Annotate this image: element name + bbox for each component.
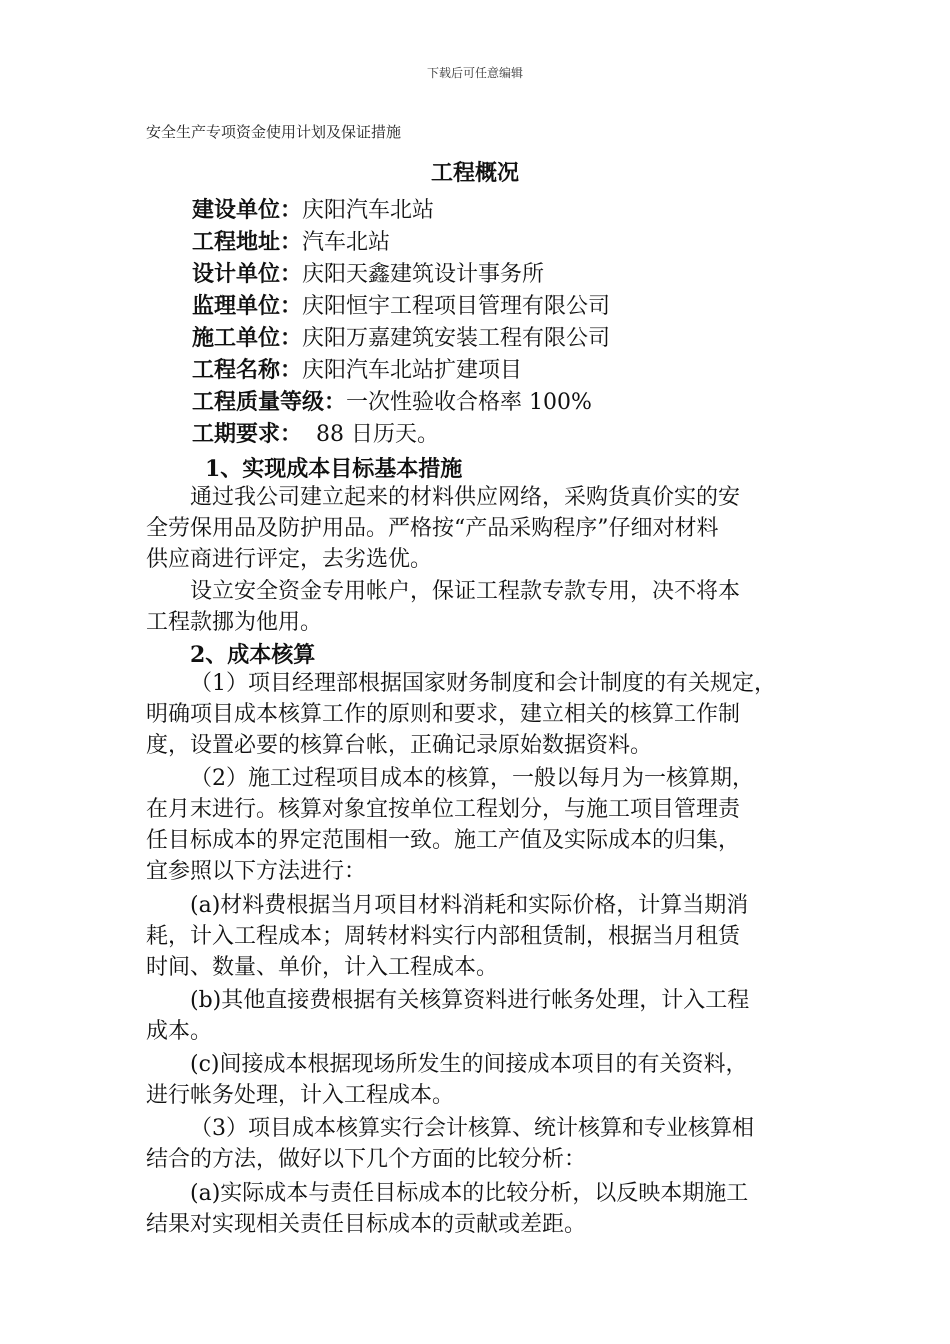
info-key: 工程地址： (192, 229, 303, 255)
info-key: 设计单位： (192, 261, 303, 287)
paragraph-line: (b)其他直接费根据有关核算资料进行帐务处理，计入工程 (190, 988, 750, 1013)
paragraph-line: (a)材料费根据当月项目材料消耗和实际价格，计算当期消 (190, 893, 749, 918)
section-title: 工程概况 (430, 160, 519, 186)
info-value: 庆阳汽车北站扩建项目 (302, 358, 523, 383)
info-row-quality (192, 386, 592, 419)
info-key: 工期要求： (192, 421, 303, 447)
heading-cost-measures: 1、实现成本目标基本措施 (205, 456, 463, 482)
info-value: 88 日历天。 (302, 422, 439, 447)
info-value: 汽车北站 (302, 230, 391, 255)
paragraph-account (146, 576, 826, 638)
paragraph-line: 时间、数量、单价，计入工程成本。 (146, 955, 499, 980)
paragraph-line: 进行帐务处理，计入工程成本。 (146, 1083, 455, 1108)
info-key: 工程质量等级： (192, 389, 347, 415)
paragraph-line: （3）项目成本核算实行会计核算、统计核算和专业核算相 (190, 1116, 754, 1141)
info-row-designer (192, 258, 544, 291)
paragraph-procurement (146, 482, 826, 575)
info-key: 工程名称： (192, 357, 303, 383)
paragraph-item-3a (146, 1178, 826, 1240)
document-subtitle: 安全生产专项资金使用计划及保证措施 (146, 123, 402, 141)
info-key: 施工单位： (192, 325, 303, 351)
paragraph-item-1 (146, 668, 826, 761)
paragraph-item-2b (146, 985, 826, 1047)
heading-cost-accounting: 2、成本核算 (190, 642, 316, 668)
info-row-supervisor (192, 290, 610, 323)
info-row-duration (192, 418, 439, 451)
paragraph-line: (a)实际成本与责任目标成本的比较分析，以反映本期施工 (190, 1181, 749, 1206)
paragraph-line: 全劳保用品及防护用品。严格按“产品采购程序”仔细对材料 (146, 516, 719, 541)
paragraph-line: 任目标成本的界定范围相一致。施工产值及实际成本的归集， (146, 828, 741, 853)
paragraph-line: 成本。 (146, 1019, 213, 1044)
info-value: 庆阳汽车北站 (302, 198, 435, 223)
paragraph-line: (c)间接成本根据现场所发生的间接成本项目的有关资料， (190, 1052, 748, 1077)
paragraph-item-2c (146, 1049, 826, 1111)
paragraph-line: 结果对实现相关责任目标成本的贡献或差距。 (146, 1212, 587, 1237)
paragraph-item-2 (146, 763, 826, 887)
info-value: 庆阳万嘉建筑安装工程有限公司 (302, 326, 611, 351)
paragraph-line: 通过我公司建立起来的材料供应网络，采购货真价实的安 (190, 485, 741, 510)
paragraph-line: 结合的方法，做好以下几个方面的比较分析： (146, 1147, 587, 1172)
info-key: 监理单位： (192, 293, 303, 319)
info-key: 建设单位： (192, 197, 303, 223)
paragraph-line: （1）项目经理部根据国家财务制度和会计制度的有关规定， (190, 671, 776, 696)
info-row-project-name (192, 354, 522, 387)
info-row-builder (192, 194, 434, 227)
info-value: 一次性验收合格率 100% (346, 390, 592, 415)
paragraph-item-2a (146, 890, 826, 983)
paragraph-line: 明确项目成本核算工作的原则和要求，建立相关的核算工作制 (146, 702, 741, 727)
info-value: 庆阳恒宇工程项目管理有限公司 (302, 294, 611, 319)
paragraph-line: 度，设置必要的核算台帐，正确记录原始数据资料。 (146, 733, 653, 758)
header-note: 下载后可任意编辑 (426, 66, 523, 80)
paragraph-line: 耗，计入工程成本；周转材料实行内部租赁制，根据当月租赁 (146, 924, 741, 949)
paragraph-item-3 (146, 1113, 826, 1175)
info-row-contractor (192, 322, 610, 355)
paragraph-line: 在月末进行。核算对象宜按单位工程划分，与施工项目管理责 (146, 797, 741, 822)
paragraph-line: （2）施工过程项目成本的核算，一般以每月为一核算期， (190, 766, 754, 791)
paragraph-line: 宜参照以下方法进行： (146, 859, 367, 884)
paragraph-line: 设立安全资金专用帐户，保证工程款专款专用，决不将本 (190, 579, 741, 604)
info-value: 庆阳天鑫建筑设计事务所 (302, 262, 545, 287)
info-row-address (192, 226, 390, 259)
paragraph-line: 工程款挪为他用。 (146, 610, 323, 635)
paragraph-line: 供应商进行评定，去劣选优。 (146, 547, 433, 572)
